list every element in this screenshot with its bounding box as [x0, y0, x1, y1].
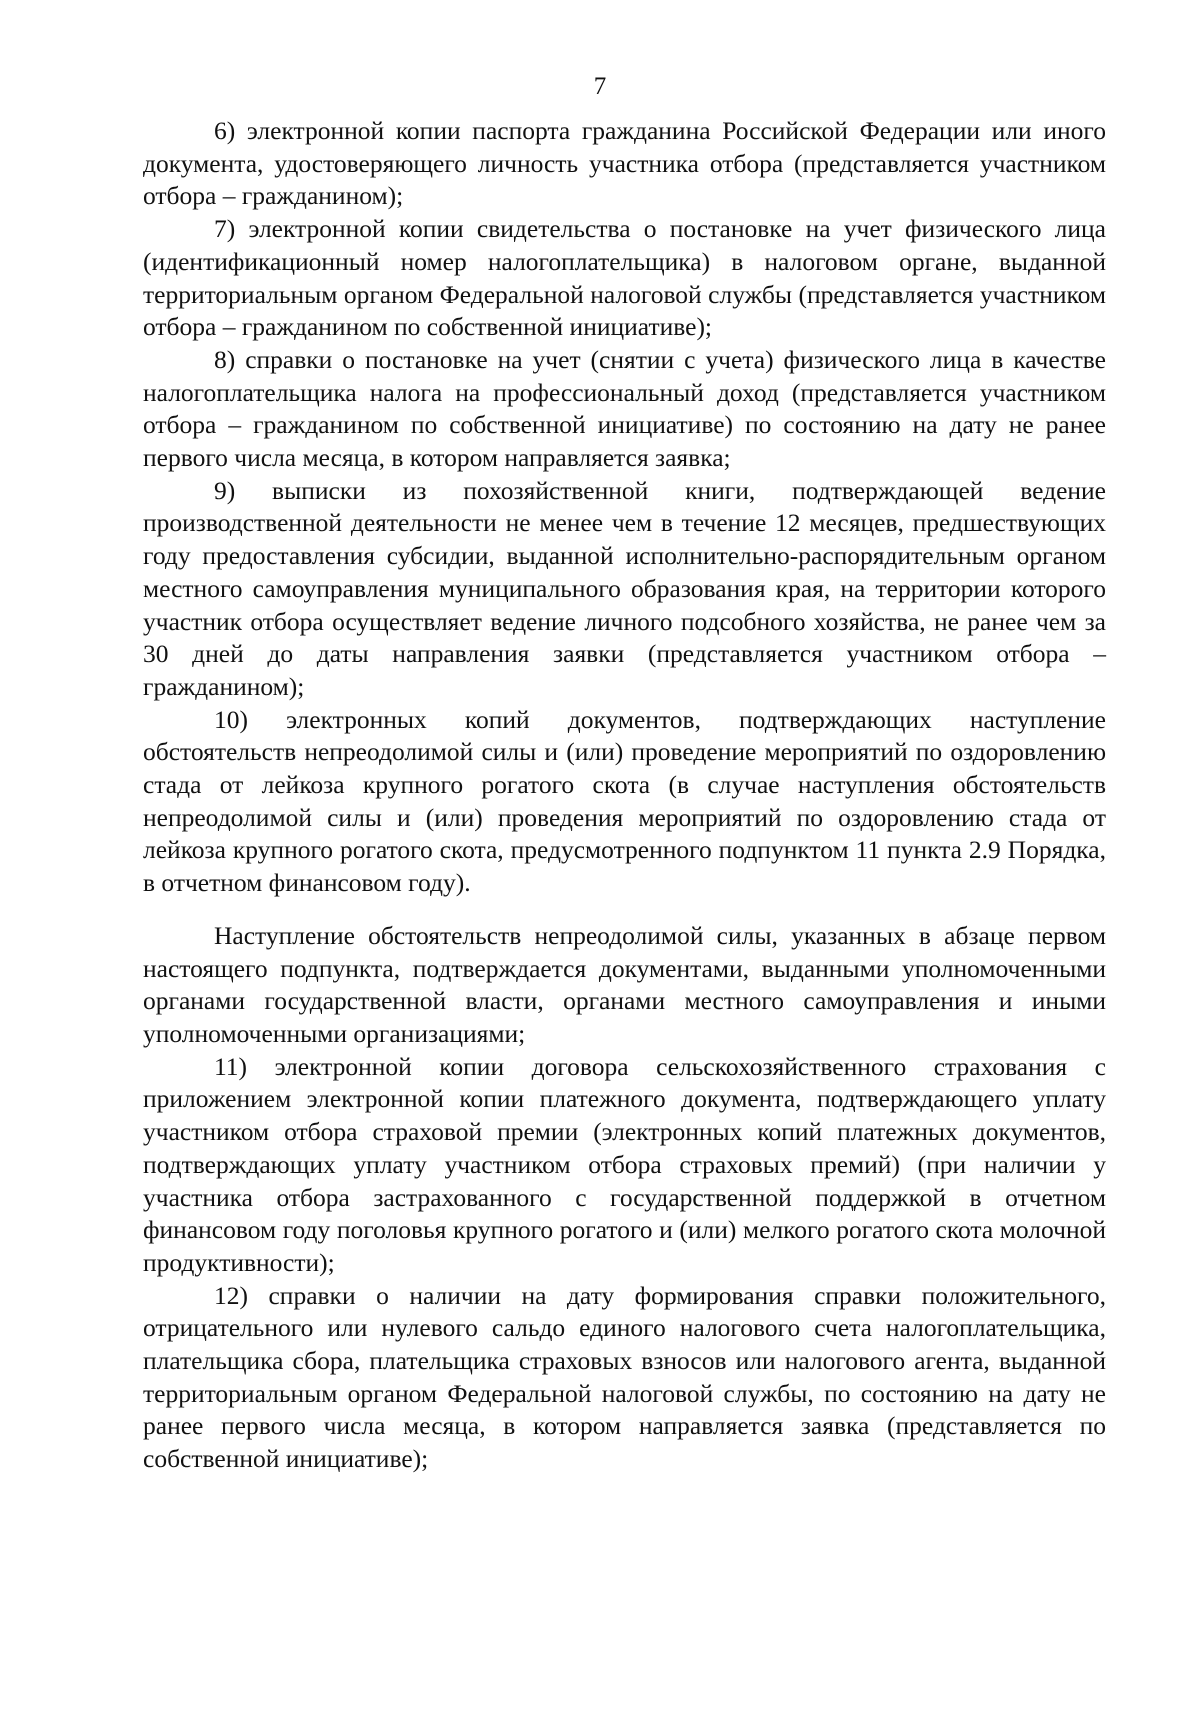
paragraph-item-12: 12) справки о наличии на дату формирования справки положительного, отрицательного или нулевого сальдо единого налогового счета налогоплательщика, плательщика сбора, плательщика страховых взносов или налогового агента, выданной территориальным органом Федеральной налоговой службы, по состоянию на дату не ранее первого числа месяца, в котором направляется заявка (представляется по собственной инициативе);: [143, 1280, 1106, 1474]
document-body: [143, 115, 1106, 1476]
paragraph-item-10: 10) электронных копий документов, подтверждающих наступление обстоятельств непреодолимой силы и (или) проведение мероприятий по оздоровлению стада от лейкоза крупного рогатого скота (в случае наступления обстоятельств непреодолимой силы и (или) проведения мероприятий по оздоровлению стада от лейкоза крупного рогатого скота, предусмотренного подпунктом 11 пункта 2.9 Порядка, в отчетном финансовом году).: [143, 704, 1106, 898]
paragraph-item-8: 8) справки о постановке на учет (снятии с учета) физического лица в качестве налогоплательщика налога на профессиональный доход (представляется участником отбора – гражданином по собственной инициативе) по состоянию на дату не ранее первого числа месяца, в котором направляется заявка;: [143, 344, 1106, 473]
paragraph-force-majeure-note: Наступление обстоятельств непреодолимой силы, указанных в абзаце первом настоящего подпункта, подтверждается документами, выданными уполномоченными органами государственной власти, органами местного самоуправления и иными уполномоченными организациями;: [143, 920, 1106, 1048]
paragraph-item-11: 11) электронной копии договора сельскохозяйственного страхования с приложением электронной копии платежного документа, подтверждающего уплату участником отбора страховой премии (электронных копий платежных документов, подтверждающих уплату участником отбора страховых премий) (при наличии у участника отбора застрахованного с государственной поддержкой в отчетном финансовом году поголовья крупного рогатого и (или) мелкого рогатого скота молочной продуктивности);: [143, 1051, 1106, 1277]
paragraph-item-6: 6) электронной копии паспорта гражданина Российской Федерации или иного документа, удостоверяющего личность участника отбора (представляется участником отбора – гражданином);: [143, 116, 1106, 211]
page-number: 7: [593, 73, 607, 100]
paragraph-item-9: 9) выписки из похозяйственной книги, подтверждающей ведение производственной деятельности не менее чем в течение 12 месяцев, предшествующих году предоставления субсидии, выданной исполнительно-распорядительным органом местного самоуправления муниципального образования края, на территории которого участник отбора осуществляет ведение личного подсобного хозяйства, не ранее чем за 30 дней до даты направления заявки (представляется участником отбора – гражданином);: [143, 475, 1106, 701]
paragraph-item-7: 7) электронной копии свидетельства о постановке на учет физического лица (идентификационный номер налогоплательщика) в налоговом органе, выданной территориальным органом Федеральной налоговой службы (представляется участником отбора – гражданином по собственной инициативе);: [143, 214, 1106, 342]
